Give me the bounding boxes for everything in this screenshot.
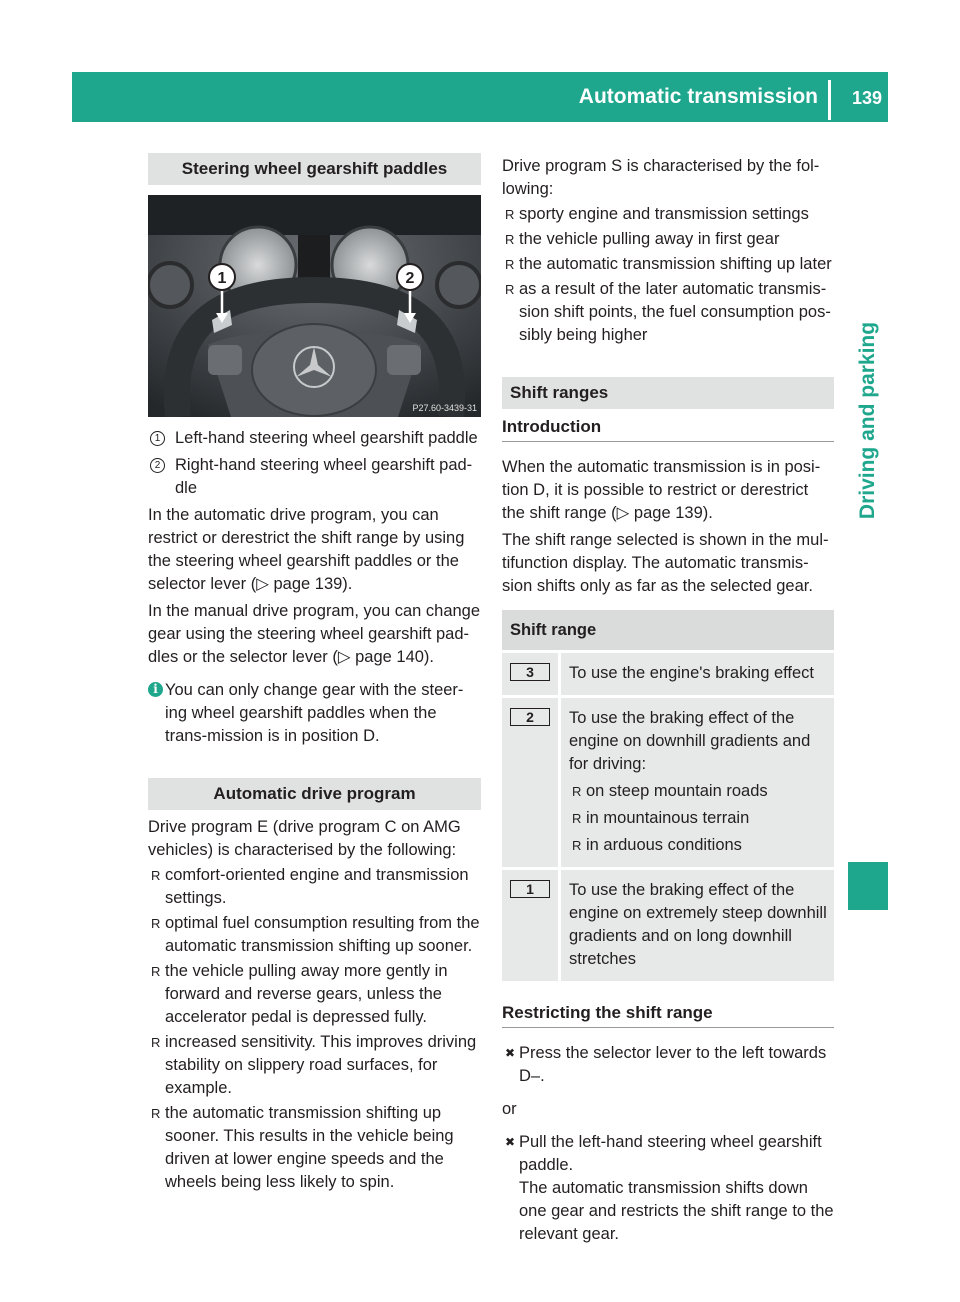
legend-number-badge: 1: [150, 431, 165, 446]
table-header: Shift range: [502, 610, 834, 650]
bullet-icon: R: [151, 916, 161, 931]
callout-1: 1: [217, 270, 227, 287]
callout-2: 2: [405, 270, 415, 287]
header-divider: [828, 80, 831, 120]
shift-range-table: [502, 610, 834, 981]
chapter-title: Automatic transmission: [578, 85, 818, 108]
legend-item: [148, 454, 481, 500]
header-bar: [72, 72, 888, 122]
step-text: Pull the left-hand steering wheel gearshift paddle.: [519, 1133, 822, 1174]
list-item: [569, 807, 830, 830]
list-item-text: increased sensitivity. This improves driving stability on slippery road surfaces, for example.: [165, 1033, 477, 1097]
list-item-text: in mountainous terrain: [586, 809, 750, 827]
paragraph: The shift range selected is shown in the mul-tifunction display. The automatic transmis-sion shifts only as far as the selected gear.: [502, 531, 829, 595]
list-item: [148, 912, 481, 958]
paragraph: In the automatic drive program, you can restrict or derestrict the shift range by using the steering wheel gearshift paddles or the selector lever (▷ page 139).: [148, 506, 465, 593]
table-row: [502, 650, 834, 695]
step-arrow-icon: ✖: [505, 1135, 516, 1149]
side-tab-label: Driving and parking: [856, 321, 880, 519]
list-item: [569, 834, 830, 857]
page-number: 139: [851, 88, 882, 108]
list-item-text: the automatic transmission shifting up sooner. This results in the vehicle being driven at lower engine speeds and the wheels being less likely to spin.: [165, 1104, 454, 1191]
bullet-icon: R: [151, 1035, 161, 1050]
bullet-icon: R: [572, 784, 582, 799]
bullet-icon: R: [505, 257, 515, 272]
steering-wheel-image: [148, 195, 481, 417]
paragraph: In the manual drive program, you can change gear using the steering wheel gearshift pad-dles or the selector lever (▷ page 140).: [148, 602, 481, 666]
step-result: [502, 1177, 834, 1246]
list-item-text: the automatic transmission shifting up later: [519, 255, 832, 273]
info-text: You can only change gear with the steer-ing wheel gearshift paddles when the trans-mission is in position D.: [165, 681, 464, 745]
side-tab-marker: [848, 862, 888, 910]
bullet-icon: R: [505, 282, 515, 297]
subheading-restricting: Restricting the shift range: [502, 1001, 834, 1028]
table-row: [502, 695, 834, 867]
list-item: [569, 780, 830, 803]
bullet-icon: R: [151, 964, 161, 979]
cell-text: To use the engine's braking effect: [569, 664, 815, 682]
list-item: [502, 253, 834, 276]
list-item-text: in arduous conditions: [586, 836, 742, 854]
list-item: [502, 228, 834, 251]
subheading-introduction: Introduction: [502, 415, 834, 442]
paragraph: Drive program E (drive program C on AMG vehicles) is characterised by the following:: [148, 818, 461, 859]
gear-key: [502, 870, 558, 981]
list-item: [148, 864, 481, 910]
image-code: P27.60-3439-31: [412, 403, 477, 413]
paragraph: Drive program S is characterised by the fol-lowing:: [502, 157, 820, 198]
left-column: [148, 153, 481, 1194]
info-note: [148, 679, 481, 748]
result-text: The automatic transmission shifts down one gear and restricts the shift range to the relevant gear.: [519, 1179, 834, 1243]
bullet-icon: R: [505, 207, 515, 222]
list-item-text: the vehicle pulling away in first gear: [519, 230, 780, 248]
instruction-step: [502, 1131, 834, 1177]
right-column: [502, 155, 834, 1246]
gear-key: [502, 698, 558, 867]
legend-text: Right-hand steering wheel gearshift pad-dle: [175, 456, 473, 497]
gear-key: [502, 653, 558, 695]
list-item-text: optimal fuel consumption resulting from the automatic transmission shifting up sooner.: [165, 914, 480, 955]
bullet-icon: R: [572, 811, 582, 826]
instruction-step: [502, 1042, 834, 1088]
cell-text: To use the braking effect of the engine on downhill gradients and for driving:: [569, 709, 811, 773]
cell-text: To use the braking effect of the engine on extremely steep downhill gradients and on long downhill stretches: [569, 881, 827, 968]
list-item-text: on steep mountain roads: [586, 782, 768, 800]
step-arrow-icon: ✖: [505, 1046, 516, 1060]
gear-1-icon: 1: [510, 880, 550, 898]
gear-3-icon: 3: [510, 663, 550, 681]
section-title-automatic: Automatic drive program: [148, 778, 481, 810]
table-row: [502, 867, 834, 981]
legend-number-badge: 2: [150, 458, 165, 473]
section-title-shift-ranges: Shift ranges: [502, 377, 834, 409]
side-tab[interactable]: [848, 250, 888, 590]
list-item: [148, 1102, 481, 1194]
list-item-text: as a result of the later automatic transmis-sion shift points, the fuel consumption pos-sibly being higher: [519, 280, 831, 344]
list-item-text: the vehicle pulling away more gently in forward and reverse gears, unless the accelerator pedal is depressed fully.: [165, 962, 448, 1026]
bullet-icon: R: [151, 868, 161, 883]
bullet-icon: R: [572, 838, 582, 853]
list-item: [502, 203, 834, 226]
table-cell: [558, 698, 834, 867]
table-cell: [558, 653, 834, 695]
bullet-icon: R: [151, 1106, 161, 1121]
section-title-paddles: Steering wheel gearshift paddles: [148, 153, 481, 185]
gear-2-icon: 2: [510, 708, 550, 726]
bullet-icon: R: [505, 232, 515, 247]
list-item: [148, 1031, 481, 1100]
list-item-text: sporty engine and transmission settings: [519, 205, 809, 223]
list-item: [148, 960, 481, 1029]
list-item-text: comfort-oriented engine and transmission settings.: [165, 866, 469, 907]
legend-text: Left-hand steering wheel gearshift paddle: [175, 429, 478, 447]
table-cell: [558, 870, 834, 981]
info-icon: i: [148, 682, 163, 697]
legend-item: [148, 427, 481, 450]
step-text: Press the selector lever to the left towards D–.: [519, 1044, 827, 1085]
paragraph: When the automatic transmission is in posi-tion D, it is possible to restrict or derestrict the shift range (▷ page 139).: [502, 458, 821, 522]
list-item: [502, 278, 834, 347]
steering-wheel-illustration: [148, 195, 481, 417]
or-text: or: [502, 1100, 517, 1118]
